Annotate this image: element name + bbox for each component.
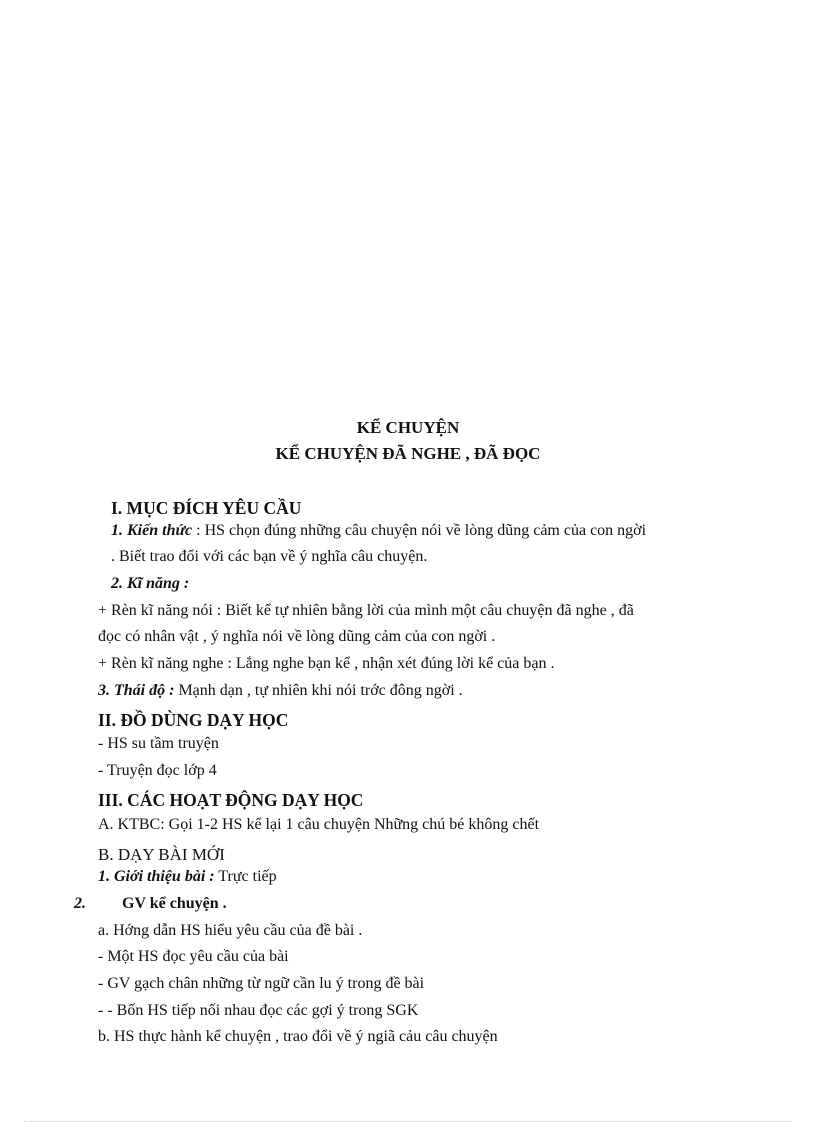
ki-nang-label: 2. Kĩ năng : [111,575,190,592]
doc-title: KỂ CHUYỆN [356,418,460,437]
gioi-thieu-line [98,867,277,887]
section-1-heading: I. MỤC ĐÍCH YÊU CẦU [111,498,302,518]
kien-thuc-text: : HS chọn đúng những câu chuyện nói về lòng dũng cảm của con ngời [192,522,647,539]
item-number-2: 2. [74,895,86,912]
do-dung-item-1: - HS su tầm truyện [98,735,219,752]
activity-line-3: - GV gạch chân những từ ngữ cần lu ý trong đề bài [98,975,425,992]
thai-do-text: Mạnh dạn , tự nhiên khi nói trớc đông ngời . [174,682,463,699]
thai-do-label: 3. Thái độ : [98,682,175,699]
page-bottom-divider [24,1121,792,1122]
do-dung-item-2: - Truyện đọc lớp 4 [98,762,217,779]
gioi-thieu-label: 1. Giới thiệu bài : [98,868,215,885]
kien-thuc-text-2: . Biết trao đổi với các bạn về ý nghĩa câu chuyện. [111,548,428,565]
thai-do-line [98,681,463,701]
kien-thuc-line [111,521,646,541]
gioi-thieu-text: Trực tiếp [214,868,277,885]
activity-line-1: a. Hớng dẫn HS hiểu yêu cầu của đề bài . [98,922,363,939]
ki-nang-line-3: + Rèn kĩ năng nghe : Lắng nghe bạn kể , nhận xét đúng lời kể của bạn . [98,655,555,672]
ki-nang-line-1: + Rèn kĩ năng nói : Biết kể tự nhiên bằng lời của mình một câu chuyện đã nghe , đã [98,602,634,619]
ktbc-line: A. KTBC: Gọi 1-2 HS kể lại 1 câu chuyện Những chú bé không chết [98,816,540,833]
section-2-heading: II. ĐỒ DÙNG DẠY HỌC [98,710,289,730]
activity-line-2: - Một HS đọc yêu cầu của bài [98,948,289,965]
day-bai-moi: B. DẠY BÀI MỚI [98,845,225,864]
activity-line-4: - - Bốn HS tiếp nối nhau đọc các gợi ý trong SGK [98,1002,419,1019]
section-3-heading: III. CÁC HOẠT ĐỘNG DẠY HỌC [98,790,364,810]
kien-thuc-label: 1. Kiến thức [111,522,193,539]
doc-subtitle: KỂ CHUYỆN ĐÃ NGHE , ĐÃ ĐỌC [275,444,541,463]
activity-line-5: b. HS thực hành kể chuyện , trao đổi về ý ngiã cảu câu chuyện [98,1028,498,1045]
gv-ke-chuyen: GV kể chuyện . [122,895,227,912]
ki-nang-line-2: đọc có nhân vật , ý nghĩa nói về lòng dũng cảm của con ngời . [98,628,496,645]
